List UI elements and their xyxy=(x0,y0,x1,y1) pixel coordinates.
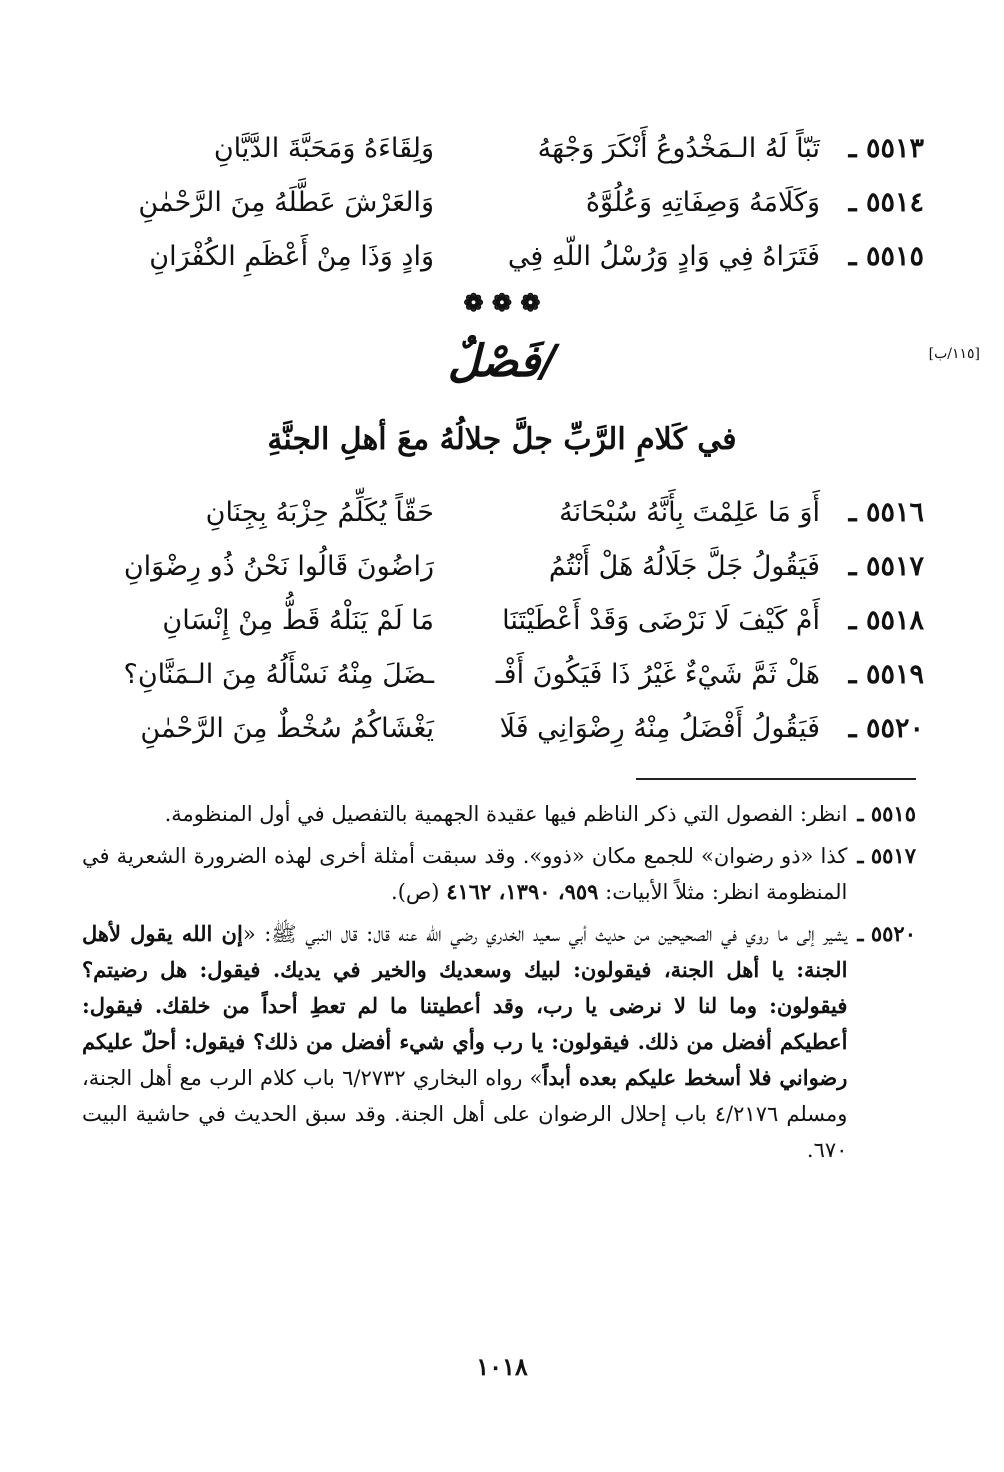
verse-first-hemistich: أَمْ كَيْفَ لَا نَرْضَى وَقَدْ أَعْطَيْتَنَا xyxy=(502,605,820,636)
footnote-text-end: (ص). xyxy=(391,880,440,904)
verse-number: ٥٥٢٠ ـ xyxy=(848,713,924,744)
verse-number: ٥٥١٥ ـ xyxy=(848,241,924,272)
verse-second-hemistich: وَادٍ وَذَا مِنْ أَعْظَمِ الكُفْرَانِ xyxy=(149,241,434,272)
verse-second-hemistich: رَاضُونَ قَالُوا نَحْنُ ذُو رِضْوَانِ xyxy=(123,551,434,582)
footnote xyxy=(82,838,916,910)
verses-bottom xyxy=(54,486,924,756)
verse-line xyxy=(54,486,924,540)
footnote-number: ٥٥١٧ ـ xyxy=(857,843,916,868)
verse-first-hemistich: فَيَقُولُ أَفْضَلُ مِنْهُ رِضْوَانِي فَلَا xyxy=(499,713,820,744)
verse-second-hemistich: وَلِقَاءَهُ وَمَحَبَّةَ الدَّيَّانِ xyxy=(213,133,434,164)
verse-line xyxy=(54,648,924,702)
footnote-number: ٥٥١٥ ـ xyxy=(857,801,916,826)
verse-line xyxy=(54,594,924,648)
verse-line xyxy=(54,540,924,594)
verse-number: ٥٥١٩ ـ xyxy=(848,659,924,690)
footnote-body xyxy=(82,838,847,910)
footnote-body xyxy=(82,916,847,1168)
verse-line xyxy=(54,702,924,756)
footnote-text: كذا «ذو رضوان» للجمع مكان «ذوو». وقد سبقت أمثلة أخرى لهذه الضرورة الشعرية في المنظومة انظر: مثلاً الأبيات: xyxy=(82,844,848,904)
verses-top xyxy=(54,122,924,284)
verse-line xyxy=(54,230,924,284)
chapter-title: في كَلامِ الرَّبِّ جلَّ جلالُهُ معَ أهلِ الجنَّةِ xyxy=(267,422,737,457)
footnote-rule xyxy=(636,778,916,780)
verse-second-hemistich: مَا لَمْ يَنَلْهُ قَطُّ مِنْ إِنْسَانِ xyxy=(162,605,434,636)
verse-line xyxy=(54,122,924,176)
section-heading: /فَصْلٌ xyxy=(447,336,557,387)
verse-second-hemistich: وَالعَرْشَ عَطَّلَهُ مِنَ الرَّحْمٰنِ xyxy=(138,187,434,218)
verse-second-hemistich: ـضَلَ مِنْهُ نَسْأَلُهُ مِنَ الـمَنَّانِ؟ xyxy=(123,659,434,690)
verse-number: ٥٥١٨ ـ xyxy=(848,605,924,636)
page-number: ١٠١٨ xyxy=(476,1352,528,1381)
footnote-verse-refs: ٩٥٩، ١٣٩٠، ٤١٦٢ xyxy=(446,879,599,904)
verse-first-hemistich: فَتَرَاهُ فِي وَادٍ وَرُسْلُ اللّهِ فِي xyxy=(507,241,820,272)
verse-first-hemistich: تَبّاً لَهُ الـمَخْدُوعُ أَنْكَرَ وَجْهَهُ xyxy=(537,133,820,164)
verse-second-hemistich: حَقّاً يُكَلِّمُ حِزْبَهُ بِجِنَانِ xyxy=(205,497,434,528)
footnote-text-end: » رواه البخاري ٦/٢٧٣٢ باب كلام الرب مع أهل الجنة، ومسلم ٤/٢١٧٦ باب إحلال الرضوان على أهل الجنة. وقد سبق الحديث في حاشية البيت ٦٧٠. xyxy=(82,1066,848,1162)
verse-number: ٥٥١٣ ـ xyxy=(848,133,924,164)
verse-number: ٥٥١٦ ـ xyxy=(848,497,924,528)
verse-line xyxy=(54,176,924,230)
footnote xyxy=(82,916,916,1168)
verse-second-hemistich: يَغْشَاكُمُ سُخْطٌ مِنَ الرَّحْمٰنِ xyxy=(140,713,434,744)
footnote-text: انظر: الفصول التي ذكر الناظم فيها عقيدة الجهمية بالتفصيل في أول المنظومة. xyxy=(164,802,848,826)
margin-folio-note: [١١٥/ب] xyxy=(928,346,980,362)
verse-number: ٥٥١٧ ـ xyxy=(848,551,924,582)
footnote xyxy=(82,796,916,832)
verse-first-hemistich: فَيَقُولُ جَلَّ جَلَالُهُ هَلْ أَنْتُمُ xyxy=(548,551,820,582)
verse-first-hemistich: وَكَلَامَهُ وَصِفَاتِهِ وَعُلُوَّهُ xyxy=(585,187,820,218)
footnote-hadith-quote: إن الله يقول لأهل الجنة: يا أهل الجنة، فيقولون: لبيك وسعديك والخير في يديك. فيقول: هل رضيتم؟ فيقولون: وما لنا لا نرضى يا رب، وقد أعطيتنا ما لم تعطِ أحداً من خلقك. فيقول: أعطيكم أفضل من ذلك. فيقولون: يا رب وأي شيء أفضل من ذلك؟ فيقول: أحلّ عليكم رضواني فلا أسخط عليكم بعده أبداً xyxy=(82,921,848,1090)
separator-stars: ❁ ❁ ❁ xyxy=(463,288,541,317)
footnote-number: ٥٥٢٠ ـ xyxy=(857,921,916,946)
verse-first-hemistich: هَلْ ثَمَّ شَيْءٌ غَيْرُ ذَا فَيَكُونَ أَفْـ xyxy=(495,659,820,690)
verse-number: ٥٥١٤ ـ xyxy=(848,187,924,218)
footnotes xyxy=(82,796,916,1174)
footnote-text: يشير إلى ما روي في الصحيحين من حديث أبي سعيد الخدري رضي الله عنه قال: قال النبي ﷺ: « xyxy=(242,922,848,946)
verse-first-hemistich: أَوَ مَا عَلِمْتَ بِأَنَّهُ سُبْحَانَهُ xyxy=(559,497,820,528)
